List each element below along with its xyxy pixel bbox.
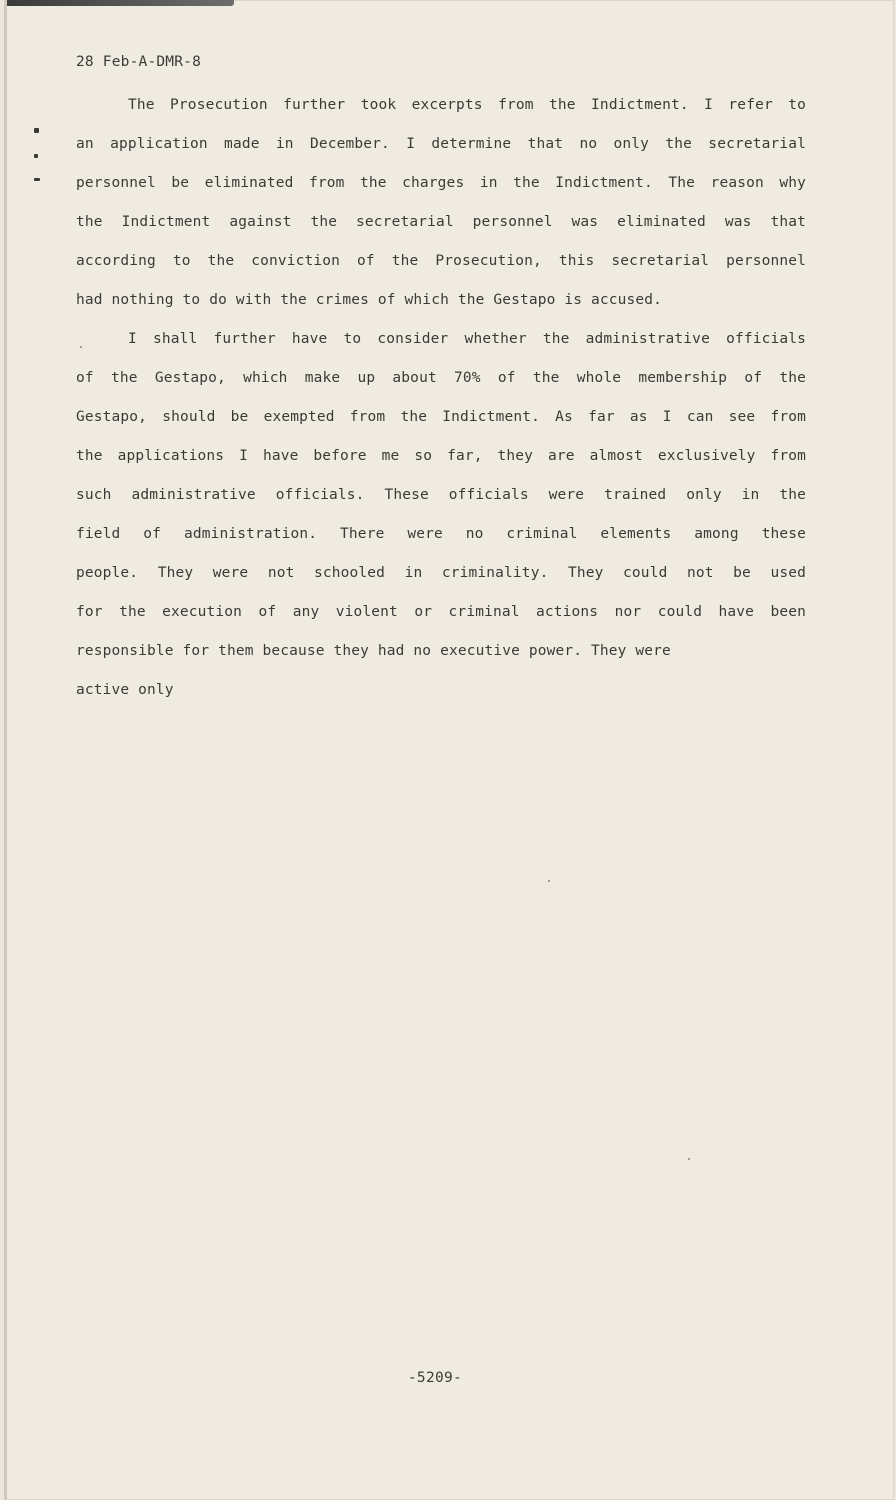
text-line: such administrative officials. These officials were trained only in the — [76, 487, 806, 503]
paragraph-1 — [76, 86, 806, 320]
text-line: field of administration. There were no criminal elements among these — [76, 526, 806, 542]
paper-speck — [688, 1158, 690, 1160]
text-line: The Prosecution further took excerpts from the Indictment. I refer to — [128, 97, 806, 113]
margin-mark — [34, 178, 40, 181]
text-line: active only — [76, 682, 174, 698]
text-line: I shall further have to consider whether the administrative officials — [128, 331, 806, 347]
text-line: responsible for them because they had no executive power. They were — [76, 643, 671, 659]
document-reference: 28 Feb-A-DMR-8 — [76, 54, 202, 70]
text-line: personnel be eliminated from the charges in the Indictment. The reason why — [76, 175, 806, 191]
text-line: had nothing to do with the crimes of which the Gestapo is accused. — [76, 292, 663, 308]
text-line: people. They were not schooled in criminality. They could not be used — [76, 565, 806, 581]
text-line: the Indictment against the secretarial personnel was eliminated was that — [76, 214, 806, 230]
text-line: Gestapo, should be exempted from the Indictment. As far as I can see from — [76, 409, 806, 425]
page-number: -5209- — [407, 1370, 463, 1386]
paper-speck — [548, 880, 550, 882]
page-left-edge — [4, 0, 7, 1500]
text-line: of the Gestapo, which make up about 70% of the whole membership of the — [76, 370, 806, 386]
scan-edge-shadow — [4, 0, 234, 6]
text-line: an application made in December. I determine that no only the secretarial — [76, 136, 806, 152]
text-line: according to the conviction of the Prosecution, this secretarial personnel — [76, 253, 806, 269]
document-page — [4, 0, 894, 1500]
margin-mark — [34, 128, 39, 133]
text-line: the applications I have before me so far, they are almost exclusively from — [76, 448, 806, 464]
text-line: for the execution of any violent or criminal actions nor could have been — [76, 604, 806, 620]
margin-mark — [34, 154, 38, 158]
paragraph-2 — [76, 320, 806, 710]
